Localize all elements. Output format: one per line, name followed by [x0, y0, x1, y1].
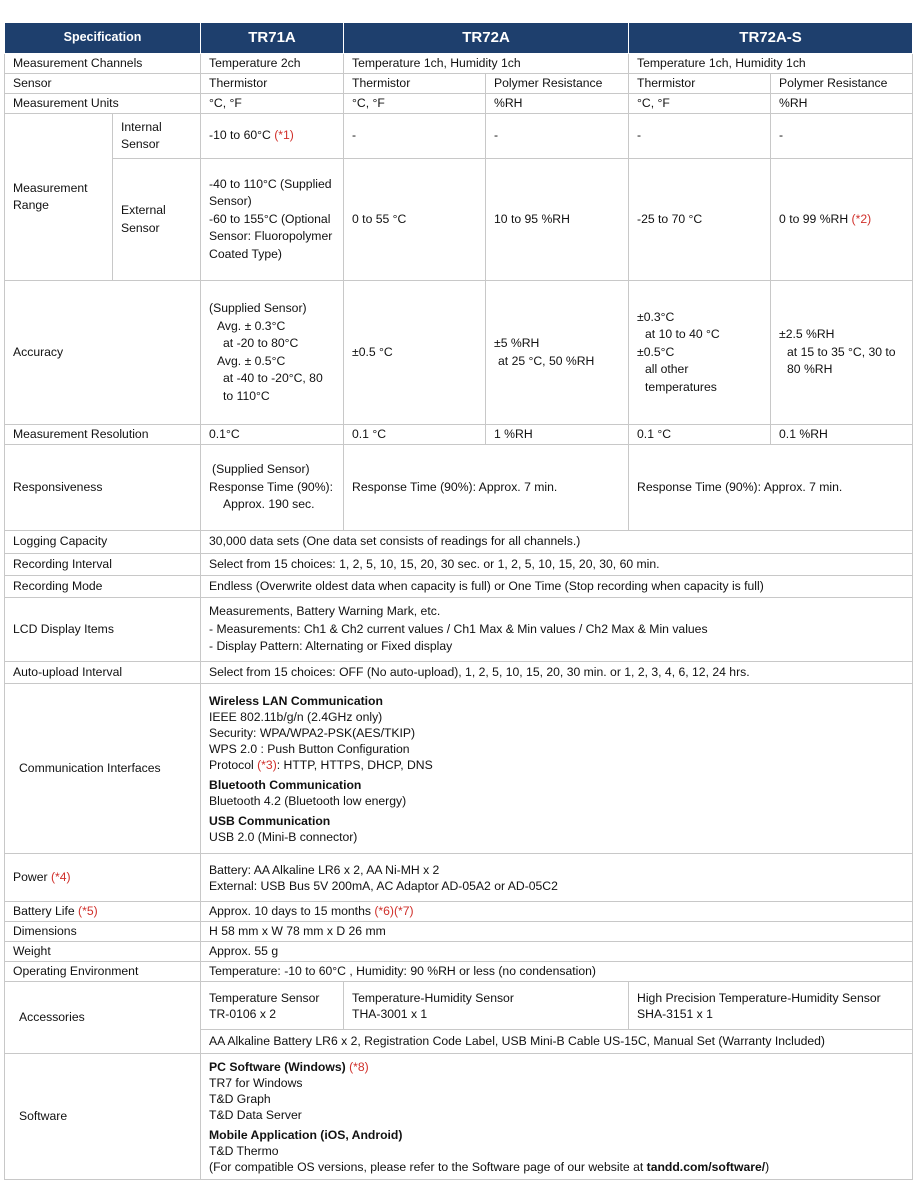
range-external-tr72as-hum: 0 to 99 %RH (*2)	[771, 159, 913, 281]
resolution-tr72a-hum: 1 %RH	[486, 425, 629, 445]
response-tr71a: (Supplied Sensor) Response Time (90%): Approx. 190 sec.	[201, 445, 344, 531]
label-accessories: Accessories	[5, 982, 201, 1054]
resolution-tr72as-temp: 0.1 °C	[629, 425, 771, 445]
units-tr72as-hum: %RH	[771, 94, 913, 114]
footnote-5: (*5)	[78, 903, 98, 918]
row-comm	[5, 684, 913, 854]
mobile-app-title: Mobile Application (iOS, Android)	[209, 1127, 403, 1142]
label-lcd: LCD Display Items	[5, 598, 201, 662]
units-tr72a-temp: °C, °F	[344, 94, 486, 114]
environment-value: Temperature: -10 to 60°C , Humidity: 90 %RH or less (no condensation)	[201, 962, 913, 982]
software-value: PC Software (Windows) (*8) TR7 for Windows T&D Graph T&D Data Server Mobile Application (iOS, Android) T&D Thermo (For compatible OS versions, please refer to the Software page of our website at tandd.com/software/)	[201, 1054, 913, 1180]
range-external-tr72as-temp: -25 to 70 °C	[629, 159, 771, 281]
row-range-internal	[5, 114, 913, 159]
logging-value: 30,000 data sets (One data set consists of readings for all channels.)	[201, 531, 913, 554]
usb-title: USB Communication	[209, 813, 331, 828]
range-external-tr72a-temp: 0 to 55 °C	[344, 159, 486, 281]
row-environment	[5, 962, 913, 982]
header-tr72as: TR72A-S	[629, 23, 913, 54]
row-power	[5, 854, 913, 902]
comm-value: Wireless LAN Communication IEEE 802.11b/g/n (2.4GHz only) Security: WPA/WPA2-PSK(AES/TKIP) WPS 2.0 : Push Button Configuration Protocol (*3): HTTP, HTTPS, DHCP, DNS Bluetooth Communication Bluetooth 4.2 (Bluetooth low energy) USB Communication USB 2.0 (Mini-B connector)	[201, 684, 913, 854]
channels-tr72a: Temperature 1ch, Humidity 1ch	[344, 54, 629, 74]
label-upload: Auto-upload Interval	[5, 662, 201, 684]
label-sensor: Sensor	[5, 74, 201, 94]
label-mode: Recording Mode	[5, 576, 201, 598]
row-weight	[5, 942, 913, 962]
label-comm: Communication Interfaces	[5, 684, 201, 854]
sensor-tr72as-hum: Polymer Resistance	[771, 74, 913, 94]
label-interval: Recording Interval	[5, 554, 201, 576]
label-channels: Measurement Channels	[5, 54, 201, 74]
label-power: Power (*4)	[5, 854, 201, 902]
accuracy-tr72a-temp: ±0.5 °C	[344, 281, 486, 425]
footnote-6-7: (*6)(*7)	[374, 903, 414, 918]
upload-value: Select from 15 choices: OFF (No auto-upload), 1, 2, 5, 10, 15, 20, 30 min. or 1, 2, 3, 4, 6, 12, 24 hrs.	[201, 662, 913, 684]
row-sensor	[5, 74, 913, 94]
label-weight: Weight	[5, 942, 201, 962]
range-internal-tr72a-temp: -	[344, 114, 486, 159]
label-dimensions: Dimensions	[5, 922, 201, 942]
label-battery: Battery Life (*5)	[5, 902, 201, 922]
channels-tr72as: Temperature 1ch, Humidity 1ch	[629, 54, 913, 74]
row-lcd	[5, 598, 913, 662]
battery-value: Approx. 10 days to 15 months (*6)(*7)	[201, 902, 913, 922]
resolution-tr72as-hum: 0.1 %RH	[771, 425, 913, 445]
row-channels	[5, 54, 913, 74]
label-range: Measurement Range	[5, 114, 113, 281]
resolution-tr72a-temp: 0.1 °C	[344, 425, 486, 445]
response-tr72as: Response Time (90%): Approx. 7 min.	[629, 445, 913, 531]
row-mode	[5, 576, 913, 598]
accuracy-tr72a-hum: ±5 %RH at 25 °C, 50 %RH	[486, 281, 629, 425]
accessories-tr72as: High Precision Temperature-Humidity Sensor SHA-3151 x 1	[629, 982, 913, 1030]
sensor-tr72a-temp: Thermistor	[344, 74, 486, 94]
range-internal-tr72as-temp: -	[629, 114, 771, 159]
wlan-title: Wireless LAN Communication	[209, 693, 383, 708]
accuracy-tr72as-temp: ±0.3°C at 10 to 40 °C ±0.5°C all other temperatures	[629, 281, 771, 425]
weight-value: Approx. 55 g	[201, 942, 913, 962]
footnote-1: (*1)	[274, 128, 294, 143]
row-software	[5, 1054, 913, 1180]
range-external-tr71a: -40 to 110°C (Supplied Sensor) -60 to 155°C (Optional Sensor: Fluoropolymer Coated Type)	[201, 159, 344, 281]
footnote-4: (*4)	[50, 869, 71, 884]
header-tr72a: TR72A	[344, 23, 629, 54]
row-battery	[5, 902, 913, 922]
range-internal-tr72as-hum: -	[771, 114, 913, 159]
dimensions-value: H 58 mm x W 78 mm x D 26 mm	[201, 922, 913, 942]
channels-tr71a: Temperature 2ch	[201, 54, 344, 74]
label-external-sensor: External Sensor	[113, 159, 201, 281]
label-response: Responsiveness	[5, 445, 201, 531]
label-software: Software	[5, 1054, 201, 1180]
label-accuracy: Accuracy	[5, 281, 201, 425]
row-upload	[5, 662, 913, 684]
pc-software-title: PC Software (Windows)	[209, 1059, 350, 1074]
units-tr72as-temp: °C, °F	[629, 94, 771, 114]
label-units: Measurement Units	[5, 94, 201, 114]
units-tr72a-hum: %RH	[486, 94, 629, 114]
label-resolution: Measurement Resolution	[5, 425, 201, 445]
bt-title: Bluetooth Communication	[209, 777, 362, 792]
row-resolution	[5, 425, 913, 445]
row-accessories-models	[5, 982, 913, 1030]
range-internal-tr71a: -10 to 60°C (*1)	[201, 114, 344, 159]
row-response	[5, 445, 913, 531]
label-internal-sensor: Internal Sensor	[113, 114, 201, 159]
row-interval	[5, 554, 913, 576]
accessories-tr72a: Temperature-Humidity Sensor THA-3001 x 1	[344, 982, 629, 1030]
row-dimensions	[5, 922, 913, 942]
interval-value: Select from 15 choices: 1, 2, 5, 10, 15, 20, 30 sec. or 1, 2, 5, 10, 15, 20, 30, 60 min.	[201, 554, 913, 576]
range-internal-tr72a-hum: -	[486, 114, 629, 159]
header-tr71a: TR71A	[201, 23, 344, 54]
accuracy-tr72as-hum: ±2.5 %RH at 15 to 35 °C, 30 to 80 %RH	[771, 281, 913, 425]
accessories-tr71a: Temperature Sensor TR-0106 x 2	[201, 982, 344, 1030]
units-tr71a: °C, °F	[201, 94, 344, 114]
label-environment: Operating Environment	[5, 962, 201, 982]
row-range-external	[5, 159, 913, 281]
header-spec: Specification	[5, 23, 201, 54]
footnote-2: (*2)	[851, 211, 872, 226]
row-logging	[5, 531, 913, 554]
sensor-tr72as-temp: Thermistor	[629, 74, 771, 94]
footnote-3: (*3)	[257, 757, 277, 772]
resolution-tr71a: 0.1°C	[201, 425, 344, 445]
software-link[interactable]: tandd.com/software/	[646, 1159, 766, 1174]
spec-table	[4, 22, 913, 1180]
row-units	[5, 94, 913, 114]
lcd-value: Measurements, Battery Warning Mark, etc. - Measurements: Ch1 & Ch2 current values / Ch1 Max & Min values / Ch2 Max & Min values - Display Pattern: Alternating or Fixed display	[201, 598, 913, 662]
range-external-tr72a-hum: 10 to 95 %RH	[486, 159, 629, 281]
accuracy-tr71a: (Supplied Sensor) Avg. ± 0.3°C at -20 to 80°C Avg. ± 0.5°C at -40 to -20°C, 80 to 110°C	[201, 281, 344, 425]
row-accuracy	[5, 281, 913, 425]
sensor-tr72a-hum: Polymer Resistance	[486, 74, 629, 94]
header-row	[5, 23, 913, 54]
mode-value: Endless (Overwrite oldest data when capacity is full) or One Time (Stop recording when capacity is full)	[201, 576, 913, 598]
accessories-common: AA Alkaline Battery LR6 x 2, Registration Code Label, USB Mini-B Cable US-15C, Manual Set (Warranty Included)	[201, 1030, 913, 1054]
footnote-8: (*8)	[349, 1059, 369, 1074]
response-tr72a: Response Time (90%): Approx. 7 min.	[344, 445, 629, 531]
sensor-tr71a: Thermistor	[201, 74, 344, 94]
power-value: Battery: AA Alkaline LR6 x 2, AA Ni-MH x 2 External: USB Bus 5V 200mA, AC Adaptor AD-05A2 or AD-05C2	[201, 854, 913, 902]
label-logging: Logging Capacity	[5, 531, 201, 554]
